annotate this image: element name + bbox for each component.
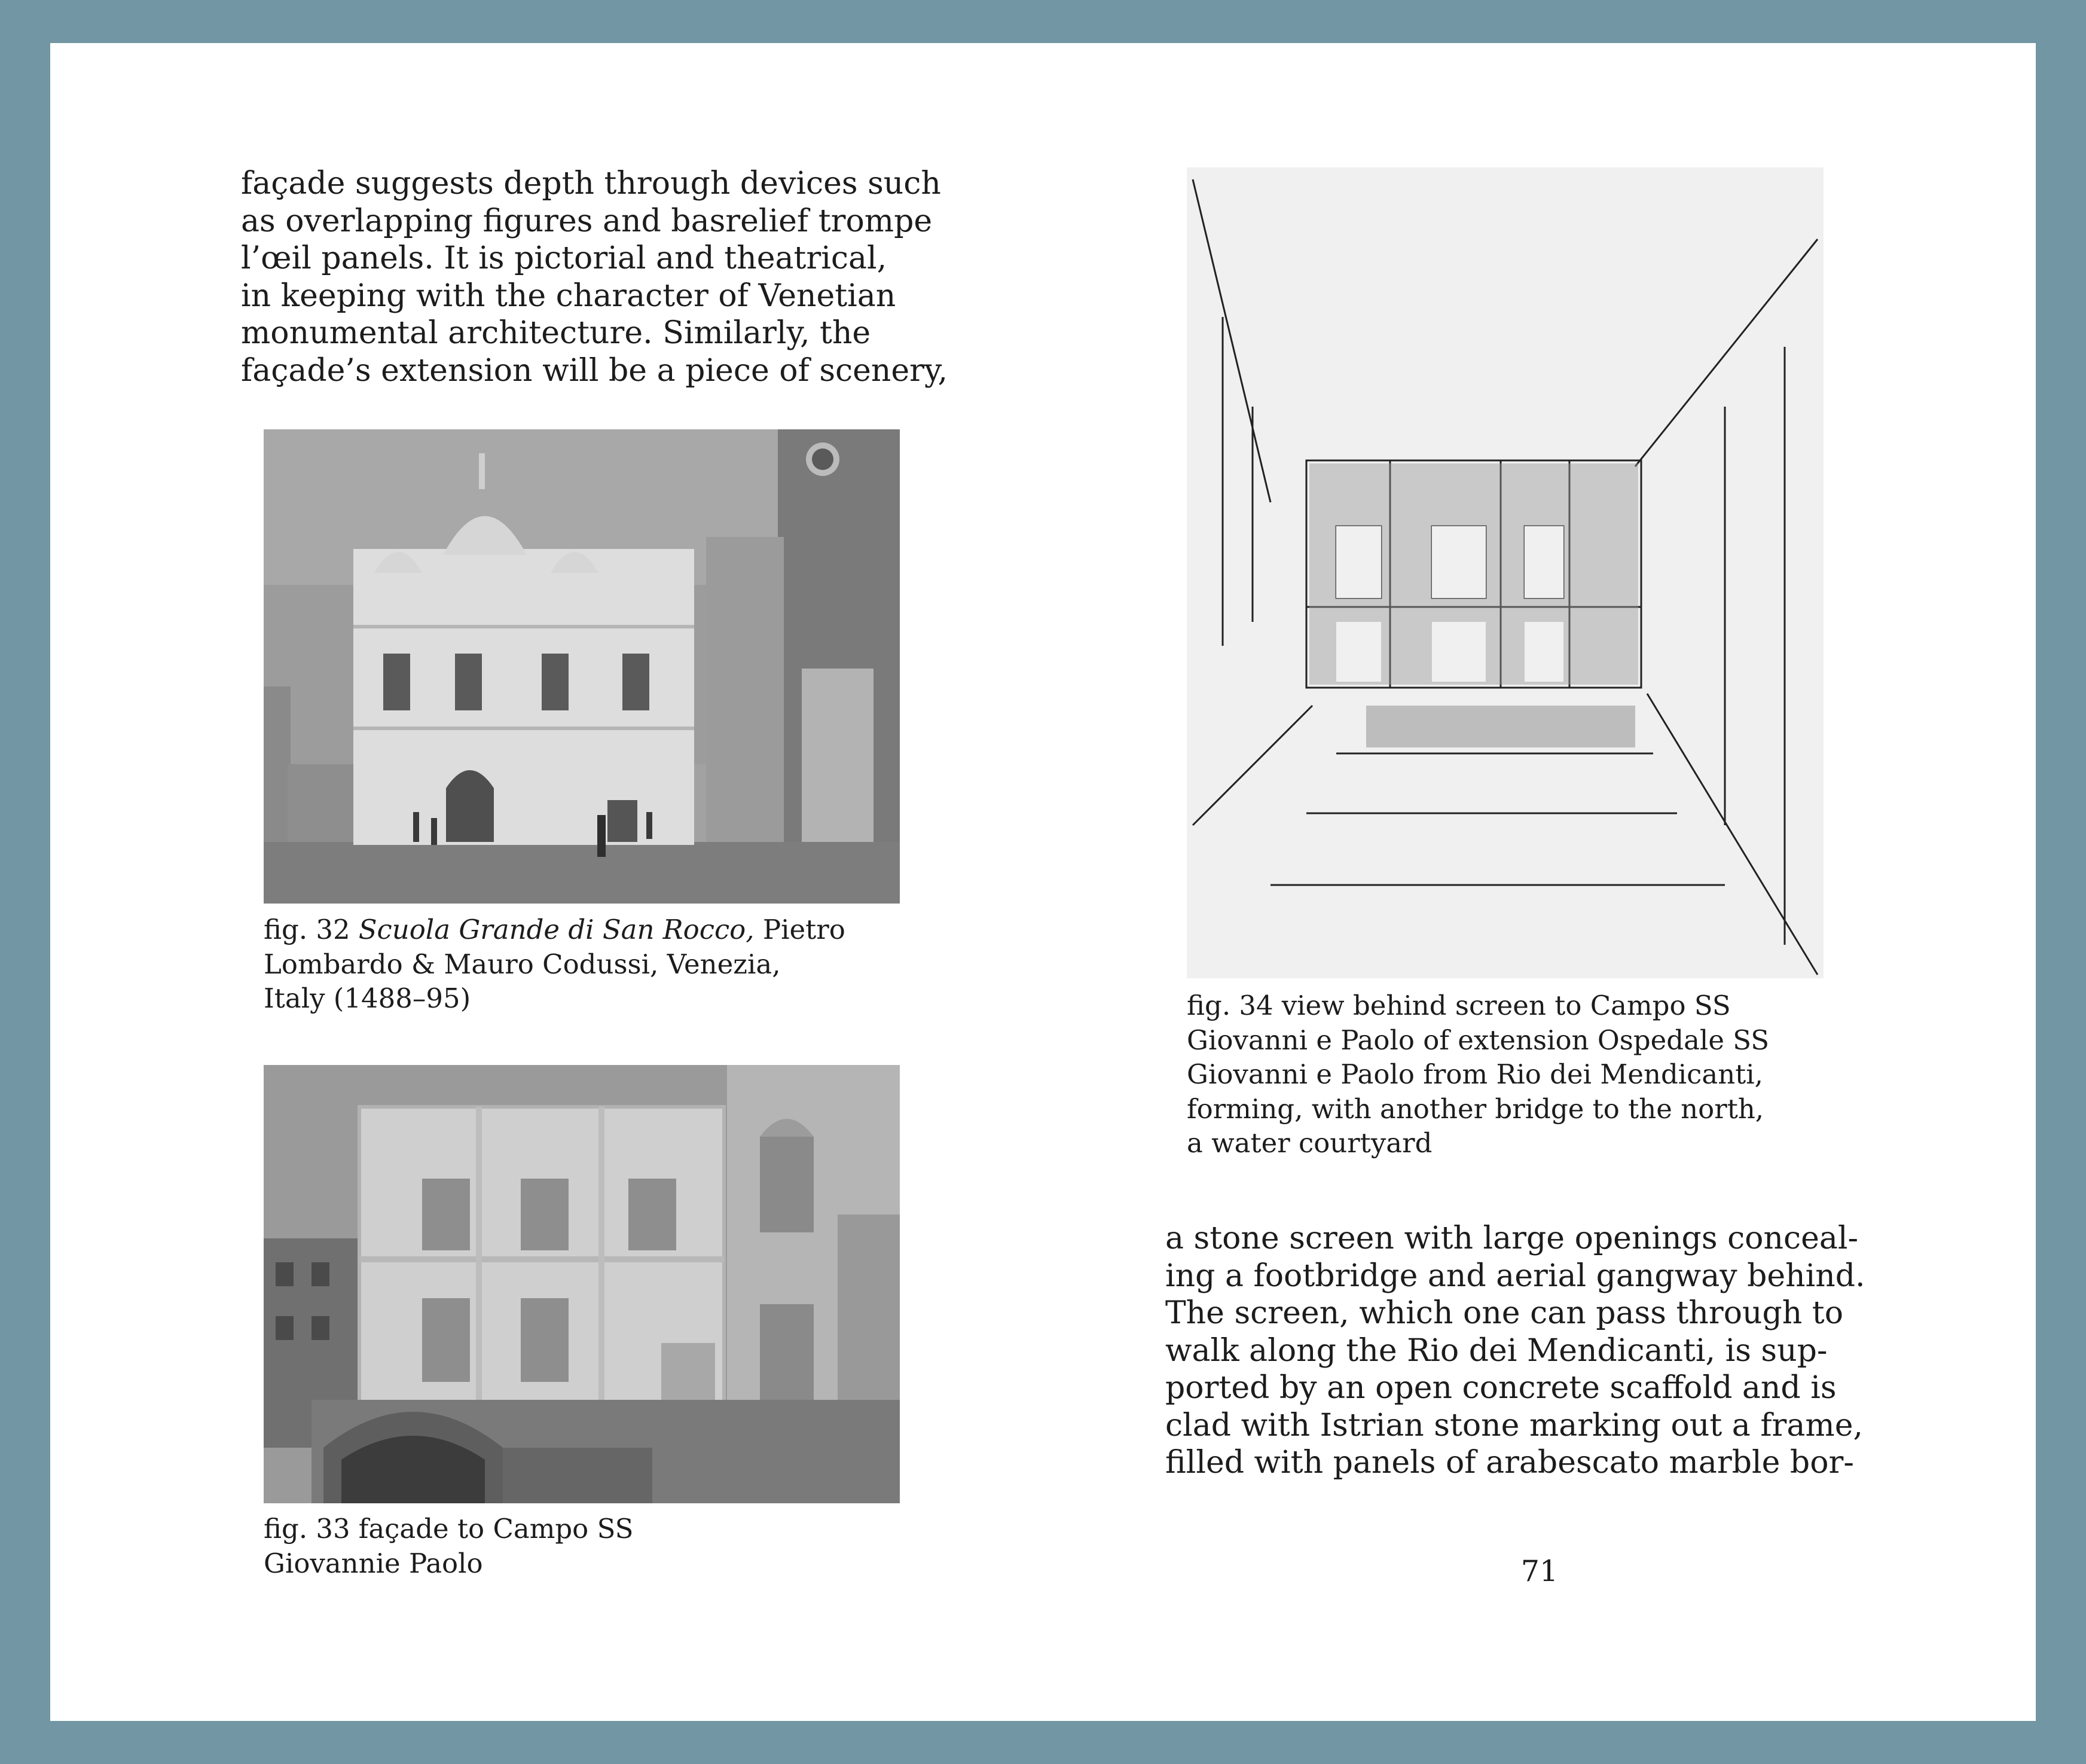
text-line: ported by an open concrete scaffold and is xyxy=(1165,1370,1837,1406)
fig32-number: fig. 32 xyxy=(264,914,350,945)
text-line: a stone screen with large openings conceal- xyxy=(1165,1220,1859,1256)
caption-line: Giovannie Paolo xyxy=(264,1547,483,1579)
caption-line: Lombardo & Mauro Codussi, Venezia, xyxy=(264,948,781,980)
caption-line xyxy=(264,912,845,947)
fig34-sketch xyxy=(1187,167,1824,978)
fig34-number: fig. 34 xyxy=(1187,990,1273,1021)
fig34-caption xyxy=(1187,988,1769,1161)
caption-text: view behind screen to Campo SS xyxy=(1281,990,1731,1021)
caption-text: façade to Campo SS xyxy=(358,1513,634,1545)
fig32-title: Scuola Grande di San Rocco, xyxy=(358,914,755,945)
text-line: façade’s extension will be a piece of scenery, xyxy=(241,352,948,389)
caption-line xyxy=(1187,988,1769,1023)
book-page-spread xyxy=(50,43,2036,1721)
text-line: as overlapping figures and basrelief trompe xyxy=(241,203,933,239)
caption-line: a water courtyard xyxy=(1187,1127,1433,1159)
fig32-photo xyxy=(264,429,900,904)
caption-line: Giovanni e Paolo from Rio dei Mendicanti, xyxy=(1187,1058,1763,1090)
text-line: The screen, which one can pass through to xyxy=(1165,1295,1843,1331)
text-line: ing a footbridge and aerial gangway behind. xyxy=(1165,1258,1865,1294)
caption-line: forming, with another bridge to the north, xyxy=(1187,1092,1764,1125)
text-line: walk along the Rio dei Mendicanti, is sup- xyxy=(1165,1332,1828,1369)
caption-line xyxy=(264,1512,633,1546)
text-line: clad with Istrian stone marking out a frame, xyxy=(1165,1407,1864,1443)
fig33-caption xyxy=(264,1512,633,1580)
text-line: l’œil panels. It is pictorial and theatrical, xyxy=(241,240,887,276)
text-line: in keeping with the character of Venetian xyxy=(241,277,896,314)
left-paragraph xyxy=(241,165,948,389)
right-paragraph xyxy=(1165,1220,1865,1482)
page-number: 71 xyxy=(1520,1554,1559,1588)
caption-line: Italy (1488–95) xyxy=(264,982,471,1014)
text-line: façade suggests depth through devices such xyxy=(241,166,941,202)
caption-text: Pietro xyxy=(754,914,845,945)
text-line: filled with panels of arabescato marble bor- xyxy=(1165,1445,1854,1481)
caption-line: Giovanni e Paolo of extension Ospedale SS xyxy=(1187,1024,1770,1056)
fig33-collage xyxy=(264,1065,900,1503)
text-line: monumental architecture. Similarly, the xyxy=(241,315,871,351)
fig32-caption xyxy=(264,912,845,1016)
fig33-number: fig. 33 xyxy=(264,1513,350,1545)
